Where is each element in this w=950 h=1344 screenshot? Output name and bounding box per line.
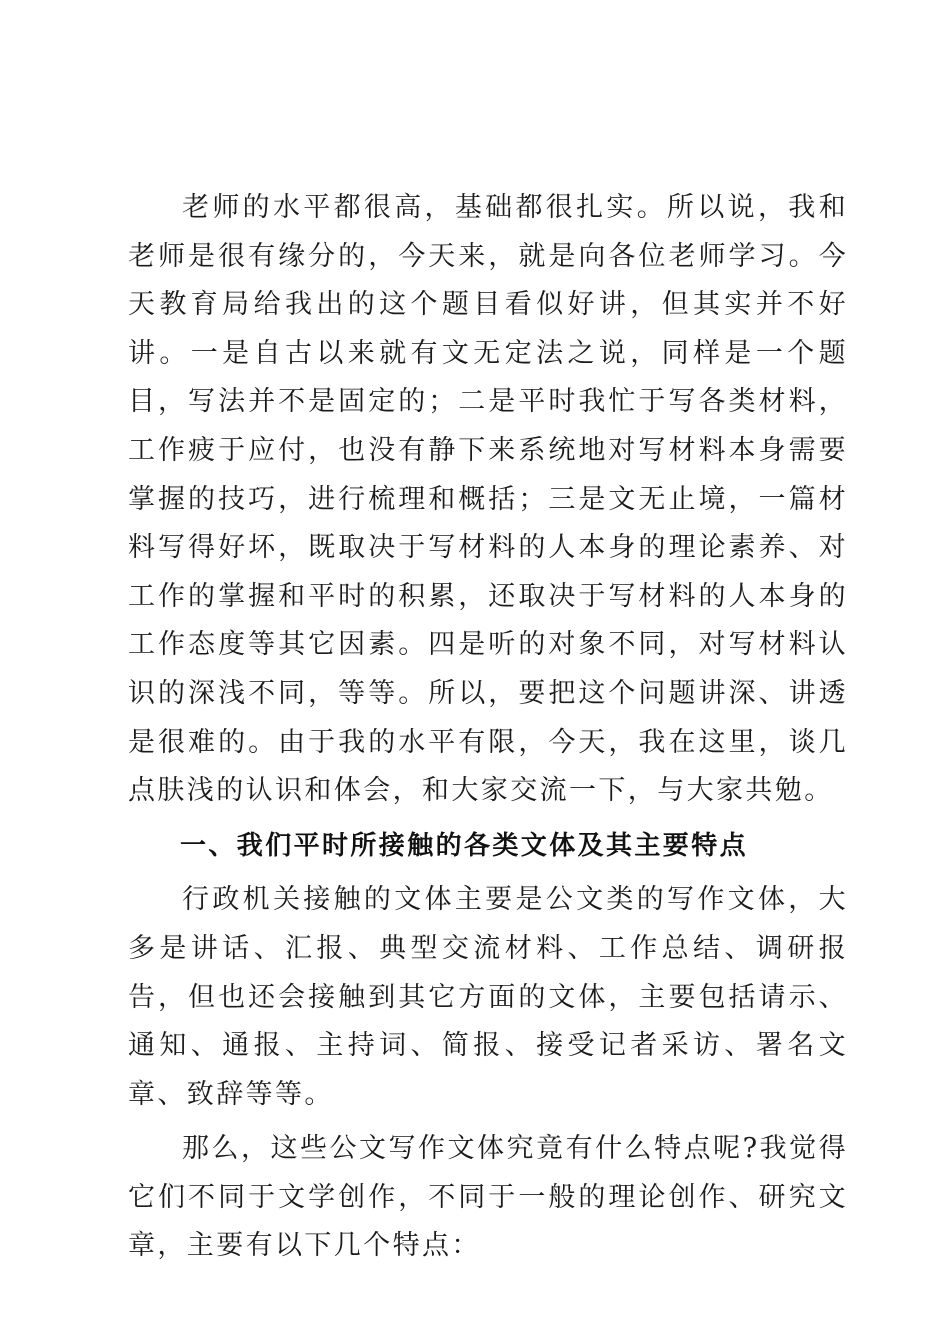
document-types-paragraph: 行政机关接触的文体主要是公文类的写作文体，大多是讲话、汇报、典型交流材料、工作总结、调研报告，但也还会接触到其它方面的文体，主要包括请示、通知、通报、主持词、简报、接受记者采访、署名文章、致辞等等。 [128, 884, 848, 1110]
document-body [128, 184, 848, 1271]
section-heading-1: 一、我们平时所接触的各类文体及其主要特点 [180, 830, 749, 861]
characteristics-intro-paragraph: 那么，这些公文写作文体究竟有什么特点呢?我觉得它们不同于文学创作，不同于一般的理论创作、研究文章，主要有以下几个特点： [128, 1133, 848, 1262]
intro-paragraph: 老师的水平都很高，基础都很扎实。所以说，我和老师是很有缘分的，今天来，就是向各位老师学习。今天教育局给我出的这个题目看似好讲，但其实并不好讲。一是自古以来就有文无定法之说，同样是一个题目，写法并不是固定的；二是平时我忙于写各类材料，工作疲于应付，也没有静下来系统地对写材料本身需要掌握的技巧，进行梳理和概括；三是文无止境，一篇材料写得好坏，既取决于写材料的人本身的理论素养、对工作的掌握和平时的积累，还取决于写材料的人本身的工作态度等其它因素。四是听的对象不同，对写材料认识的深浅不同，等等。所以，要把这个问题讲深、讲透是很难的。由于我的水平有限，今天，我在这里，谈几点肤浅的认识和体会，和大家交流一下，与大家共勉。 [128, 192, 848, 807]
